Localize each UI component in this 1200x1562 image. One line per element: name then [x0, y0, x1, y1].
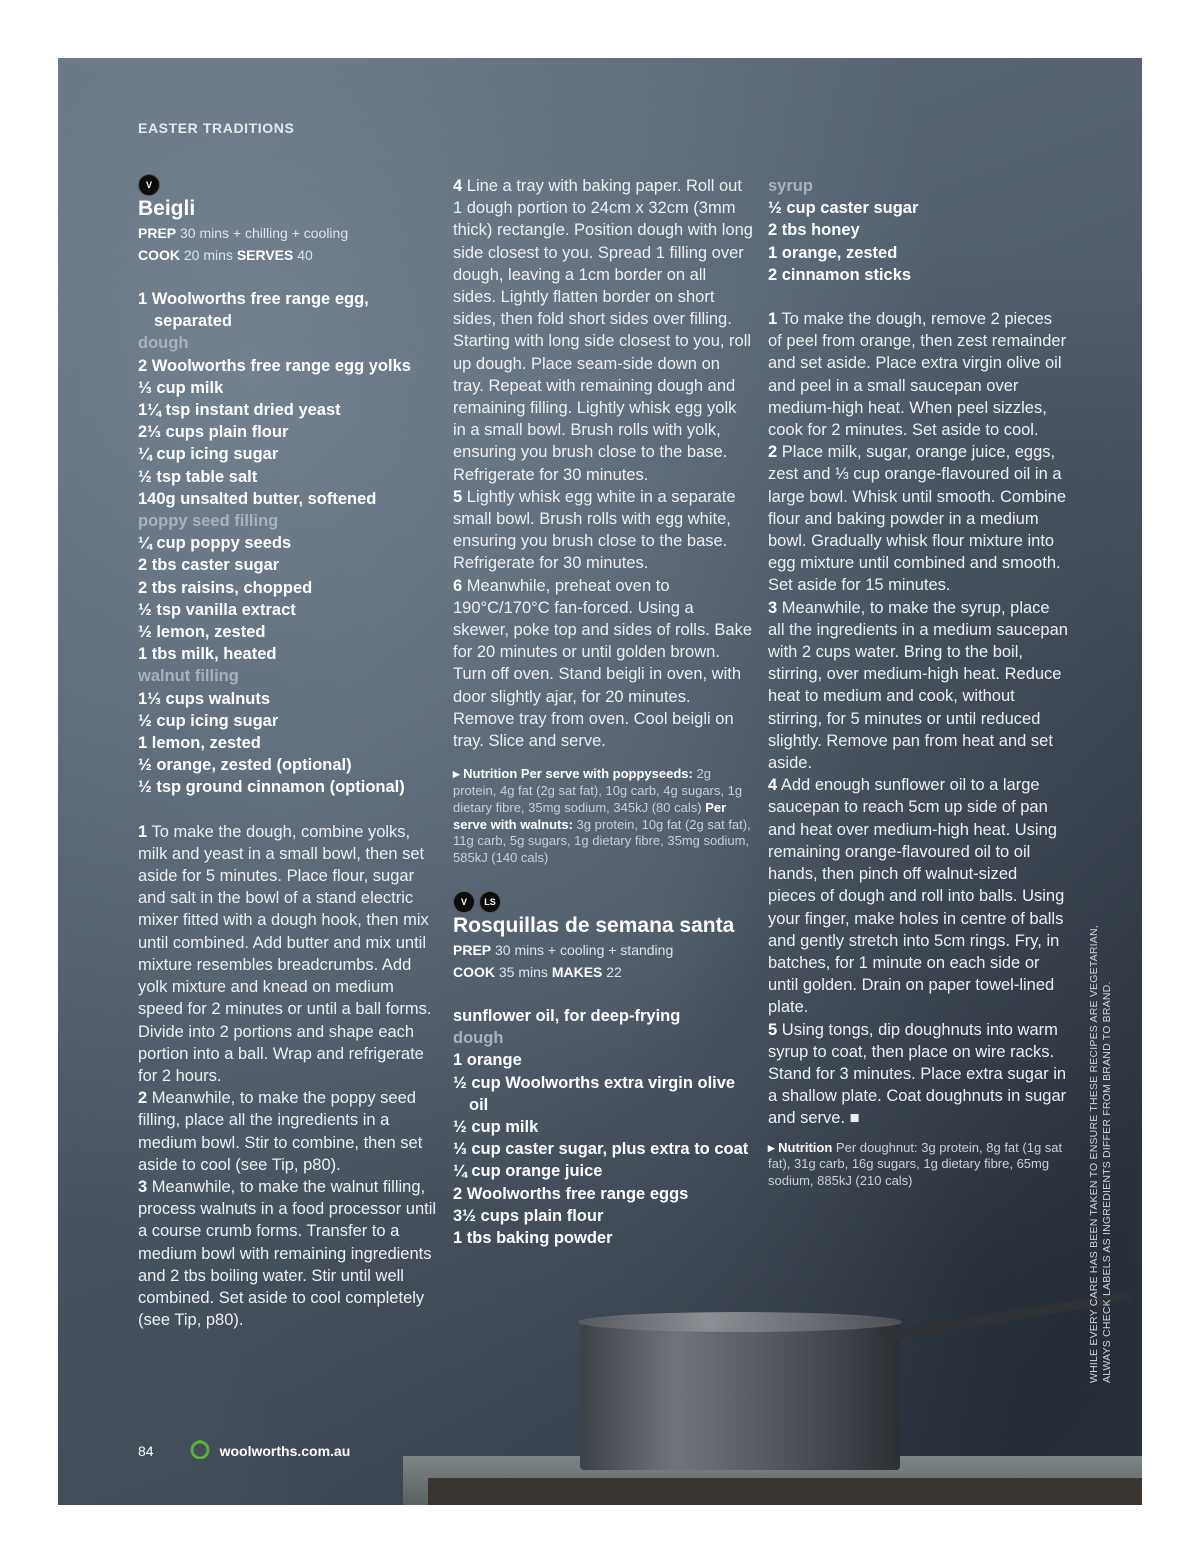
ingredient-item: ½ cup caster sugar: [768, 199, 919, 218]
ingredient-item: ½ cup milk: [453, 1118, 539, 1137]
ingredient-item: 1 tbs milk, heated: [138, 645, 277, 664]
rosquillas-badges: [453, 889, 753, 911]
ingredient-item: 1¼ tsp instant dried yeast: [138, 401, 341, 420]
step-text: Meanwhile, preheat oven to 190°C/170°C fan-forced. Using a skewer, poke top and sides of rolls. Bake for 20 minutes or until golden brown. Turn off oven. Stand beigli in oven, with door slightly ajar, for 20 minutes. Remove tray from oven. Cool beigli on tray. Slice and serve.: [453, 576, 752, 751]
step-text: Place milk, sugar, orange juice, eggs, zest and ⅓ cup orange-flavoured oil in a large bowl. Whisk until smooth. Combine flour and baking powder in a medium bowl. Gradually whisk flour mixture into egg mixture until combined and smooth. Set aside for 15 minutes.: [768, 443, 1067, 595]
ingredient-item: ½ tsp ground cinnamon (optional): [138, 778, 405, 797]
ingredient-item: ½ cup Woolworths extra virgin olive oil: [453, 1073, 736, 1114]
beigli-nutrition: ▸ Nutrition Per serve with poppyseeds: 2g protein, 4g fat (2g sat fat), 10g carb, 4g sugars, 1g dietary fibre, 35mg sodium, 345kJ (80 cals) Per serve with walnuts: 3g protein, 10g fat (2g sat fat), 11g carb, 5g sugars, 1g dietary fibre, 35mg sodium, 585kJ (140 cals): [453, 766, 751, 866]
board-shadow: [428, 1478, 1142, 1505]
ingredient-item: ½ tsp vanilla extract: [138, 600, 296, 619]
method-step: [768, 1019, 1068, 1130]
saucepan-rim: [578, 1312, 902, 1332]
beigli-method-part2: [453, 175, 753, 752]
step-number: 3: [768, 598, 778, 617]
rosquillas-method: [768, 308, 1068, 1130]
ingredient-subheading: dough: [138, 334, 189, 353]
vegetarian-badge: V: [138, 174, 160, 196]
ingredient-item: ½ tsp table salt: [138, 467, 258, 486]
recipe-page: [58, 58, 1142, 1505]
ingredient-subheading: dough: [453, 1029, 504, 1048]
step-number: 3: [138, 1177, 148, 1196]
step-number: 2: [768, 443, 778, 462]
rosquillas-title: Rosquillas de semana santa: [453, 914, 735, 938]
rosquillas-ingredients-part1: [453, 1005, 753, 1249]
woolworths-logo-icon: [188, 1439, 212, 1462]
vegetarian-disclaimer: WHILE EVERY CARE HAS BEEN TAKEN TO ENSURE THESE RECIPES ARE VEGETARIAN, ALWAYS CHECK LABELS AS INGREDIENTS DIFFER FROM BRAND TO BRAND.: [1088, 925, 1113, 1383]
method-step: [768, 774, 1068, 1018]
ingredient-item: 2 tbs honey: [768, 221, 860, 240]
rosquillas-cook-makes: COOK 35 mins MAKES 22: [453, 964, 622, 981]
ingredient-item: ¼ cup poppy seeds: [138, 534, 292, 553]
step-text: Meanwhile, to make the walnut filling, process walnuts in a food processor until a course crumb forms. Transfer to a medium bowl with remaining ingredients and 2 tbs boiling water. Stir until well combined. Set aside to cool completely (see Tip, p80).: [138, 1177, 437, 1330]
rosquillas-nutrition: ▸ Nutrition Per doughnut: 3g protein, 8g fat (1g sat fat), 31g carb, 16g sugars, 1g dietary fibre, 65mg sodium, 885kJ (210 cals): [768, 1139, 1063, 1189]
beigli-title: Beigli: [138, 197, 196, 220]
column-3: [768, 175, 1068, 1190]
rosquillas-ingredients-part2: [768, 175, 1068, 286]
method-step: [453, 486, 753, 575]
ingredient-subheading: syrup: [768, 177, 813, 195]
step-number: 4: [453, 177, 463, 195]
step-number: 2: [138, 1089, 148, 1108]
ingredient-item: ¼ cup orange juice: [453, 1162, 603, 1181]
ingredient-item: 1⅓ cups walnuts: [138, 689, 271, 708]
method-step: [768, 441, 1068, 596]
beigli-ingredients: [138, 288, 438, 799]
ingredient-item: 2 cinnamon sticks: [768, 265, 912, 284]
step-text: Lightly whisk egg white in a separate small bowl. Brush rolls with egg white, ensuring you brush close to the base. Refrigerate for 30 minutes.: [453, 487, 736, 573]
method-step: [768, 308, 1068, 441]
ingredient-item: 1 lemon, zested: [138, 734, 261, 753]
ingredient-item: ½ lemon, zested: [138, 623, 266, 642]
beigli-prep: PREP 30 mins + chilling + cooling: [138, 225, 349, 241]
step-text: Using tongs, dip doughnuts into warm syrup to coat, then place on wire racks. Stand for 3 minutes. Place extra sugar in a shallow plate. Coat doughnuts in sugar and serve. ■: [768, 1020, 1067, 1128]
ingredient-item: ½ orange, zested (optional): [138, 756, 352, 775]
ingredient-item: ⅓ cup caster sugar, plus extra to coat: [453, 1140, 749, 1159]
step-text: Add enough sunflower oil to a large saucepan to reach 5cm up side of pan and heat over medium-high heat. Using remaining orange-flavoured oil to oil hands, then pinch off walnut-sized pieces of dough and roll into balls. Using your finger, make holes in centre of balls and gently stretch into 5cm rings. Fry, in batches, for 1 minute on each side or until golden. Drain on paper towel-lined plate.: [768, 776, 1065, 1017]
rosquillas-prep: PREP 30 mins + cooling + standing: [453, 942, 674, 959]
method-step: [138, 821, 438, 1087]
ingredient-item: 2 tbs caster sugar: [138, 556, 280, 575]
step-number: 5: [453, 487, 463, 506]
ingredient-item: 2 Woolworths free range eggs: [453, 1184, 689, 1203]
step-number: 4: [768, 776, 778, 795]
ingredient-item: 1 orange: [453, 1051, 522, 1070]
column-2: [453, 175, 753, 1249]
ingredient-item: 140g unsalted butter, softened: [138, 489, 377, 508]
ingredient-item: ¼ cup icing sugar: [138, 445, 279, 464]
beigli-badges: [138, 172, 438, 194]
method-step: [138, 1087, 438, 1176]
ingredient-item: sunflower oil, for deep-frying: [453, 1007, 681, 1026]
saucepan-image: [580, 1320, 900, 1470]
method-step: [453, 575, 753, 753]
step-text: To make the dough, remove 2 pieces of peel from orange, then zest remainder and set aside. Place extra virgin olive oil and peel in a small saucepan over medium-high heat. When peel sizzles, cook for 2 minutes. Set aside to cool.: [768, 310, 1067, 440]
page-number: 84: [138, 1442, 154, 1459]
site-url[interactable]: woolworths.com.au: [219, 1442, 351, 1459]
section-label: EASTER TRADITIONS: [138, 120, 295, 136]
ingredient-item: 2⅓ cups plain flour: [138, 423, 289, 442]
method-step: [768, 597, 1068, 775]
low-sodium-badge: LS: [479, 891, 501, 913]
ingredient-item: 3½ cups plain flour: [453, 1206, 604, 1225]
vegetarian-badge: V: [453, 891, 475, 913]
beigli-cook-serves: COOK 20 mins SERVES 40: [138, 247, 313, 263]
step-text: Meanwhile, to make the poppy seed filling, place all the ingredients in a medium bowl. Stir to combine, then set aside to cool (see Tip, p80).: [138, 1089, 423, 1174]
ingredient-item: 2 tbs raisins, chopped: [138, 578, 313, 597]
ingredient-item: 1 Woolworths free range egg, separated: [138, 290, 369, 331]
step-text: Meanwhile, to make the syrup, place all the ingredients in a medium saucepan with 2 cups water. Bring to the boil, stirring, over medium-high heat. Reduce heat to medium and cook, without stirring, for 5 minutes or until reduced slightly. Remove pan from heat and set aside.: [768, 598, 1068, 773]
step-text: To make the dough, combine yolks, milk and yeast in a small bowl, then set aside for 5 minutes. Place flour, sugar and salt in the bowl of a stand electric mixer fitted with a dough hook, then mix until combined. Add butter and mix until mixture resembles breadcrumbs. Add yolk mixture and knead on medium speed for 2 minutes or until a ball forms. Divide into 2 portions and shape each portion into a ball. Wrap and refrigerate for 2 hours.: [138, 822, 432, 1085]
step-text: Line a tray with baking paper. Roll out 1 dough portion to 24cm x 32cm (3mm thick) rectangle. Position dough with long side closest to you. Spread 1 filling over dough, leaving a 1cm border on all sides. Lightly flatten border on short sides, then fold short sides over filling. Starting with long side closest to you, roll up dough. Place seam-side down on tray. Repeat with remaining dough and remaining filling. Lightly whisk egg yolk in a small bowl. Brush rolls with yolk, ensuring you brush close to the base. Refrigerate for 30 minutes.: [453, 177, 753, 484]
ingredient-item: 2 Woolworths free range egg yolks: [138, 356, 411, 375]
step-number: 1: [768, 310, 778, 329]
ingredient-item: 1 tbs baking powder: [453, 1229, 613, 1248]
method-step: [138, 1176, 438, 1331]
column-1: [138, 172, 438, 1331]
ingredient-item: 1 orange, zested: [768, 243, 898, 262]
beigli-method-part1: [138, 821, 438, 1332]
ingredient-item: ½ cup icing sugar: [138, 711, 279, 730]
ingredient-subheading: poppy seed filling: [138, 512, 279, 531]
ingredient-subheading: walnut filling: [138, 667, 239, 686]
method-step: [453, 175, 753, 486]
footer: [138, 1439, 350, 1462]
ingredient-item: ⅓ cup milk: [138, 378, 224, 397]
step-number: 5: [768, 1020, 778, 1039]
step-number: 1: [138, 822, 148, 841]
step-number: 6: [453, 576, 463, 595]
